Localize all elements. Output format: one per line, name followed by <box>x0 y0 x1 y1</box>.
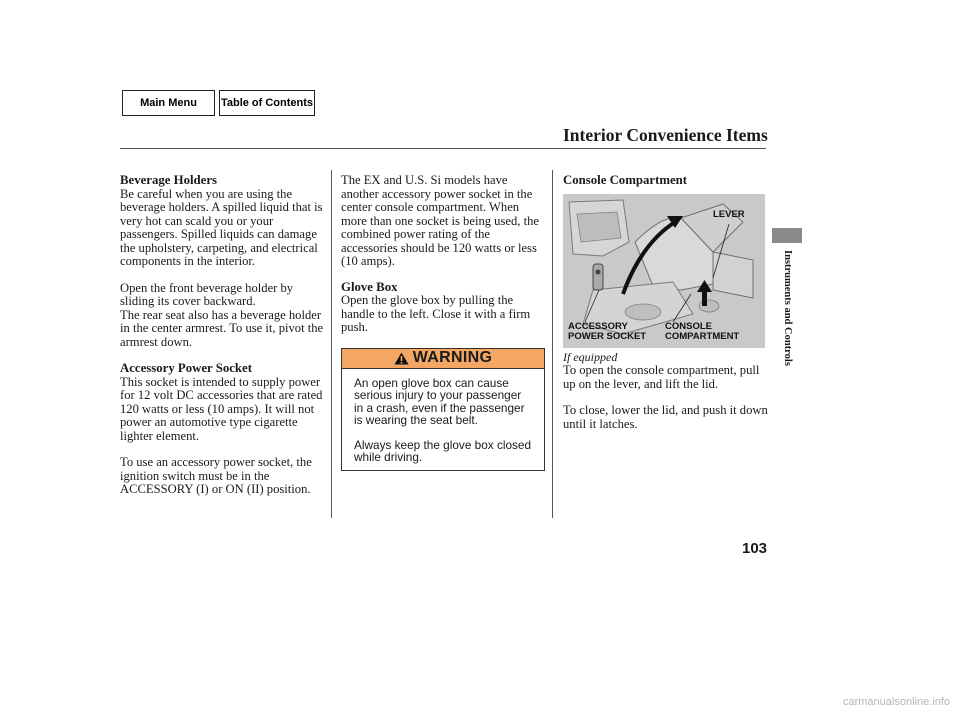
chapter-side-label: Instruments and Controls <box>782 250 793 366</box>
if-equipped-note: If equipped <box>563 349 618 364</box>
socket-paragraph-1: This socket is intended to supply power for 12 volt DC accessories that are rated 120 watts or less (10 amps). It will not power an automotive type cigarette lighter element. <box>120 374 323 443</box>
warning-text-1: An open glove box can cause serious injury to your passenger in a crash, even if the passenger is wearing the seat belt. <box>354 375 525 427</box>
chapter-tab-marker <box>772 228 802 243</box>
page-number: 103 <box>742 540 768 557</box>
warning-triangle-icon <box>394 352 409 365</box>
beverage-paragraph-3: The rear seat also has a beverage holder in the center armrest. To use it, pivot the armrest down. <box>120 307 324 349</box>
warning-text-2: Always keep the glove box closed while driving. <box>354 437 532 464</box>
column-divider-1 <box>331 170 332 518</box>
console-compartment-label: CONSOLE COMPARTMENT <box>665 320 740 342</box>
console-illustration <box>563 194 765 348</box>
beverage-paragraph-2: Open the front beverage holder by sliding its cover backward. <box>120 280 294 308</box>
main-menu-button[interactable]: Main Menu <box>122 90 215 116</box>
warning-label: WARNING <box>412 349 493 367</box>
accessory-socket-heading: Accessory Power Socket <box>120 361 252 375</box>
section-title: Interior Convenience Items <box>563 125 768 145</box>
glove-box-heading: Glove Box <box>341 279 398 294</box>
watermark: carmanualsonline.info <box>842 696 950 708</box>
warning-body <box>342 369 544 470</box>
column-middle <box>341 174 547 471</box>
beverage-holders-heading: Beverage Holders <box>120 173 218 187</box>
console-paragraph-1: To open the console compartment, pull up on the lever, and lift the lid. <box>563 363 760 391</box>
table-of-contents-button[interactable]: Table of Contents <box>219 90 315 116</box>
socket-paragraph-3: The EX and U.S. Si models have another accessory power socket in the center console compartment. When more than one socket is being used, the combined power rating of the accessories should be 120 watts or less (10 amps). <box>341 173 539 268</box>
header-rule <box>120 148 766 149</box>
column-left <box>120 174 330 510</box>
warning-box <box>341 348 545 471</box>
accessory-socket-label: ACCESSORY POWER SOCKET <box>568 320 647 342</box>
column-right <box>563 174 768 444</box>
glove-box-paragraph: Open the glove box by pulling the handle to the left. Close it with a firm push. <box>341 293 531 334</box>
console-compartment-heading: Console Compartment <box>563 173 688 187</box>
console-paragraph-2: To close, lower the lid, and push it down until it latches. <box>563 403 768 431</box>
socket-paragraph-2: To use an accessory power socket, the ignition switch must be in the ACCESSORY (I) or ON (II) position. <box>120 455 312 496</box>
column-divider-2 <box>552 170 553 518</box>
beverage-paragraph-1: Be careful when you are using the beverage holders. A spilled liquid that is very hot can scald you or your passengers. Spilled liquids can damage the upholstery, carpeting, and electrical components in the interior. <box>120 186 323 268</box>
lever-label: LEVER <box>713 208 745 220</box>
warning-header <box>342 349 544 369</box>
